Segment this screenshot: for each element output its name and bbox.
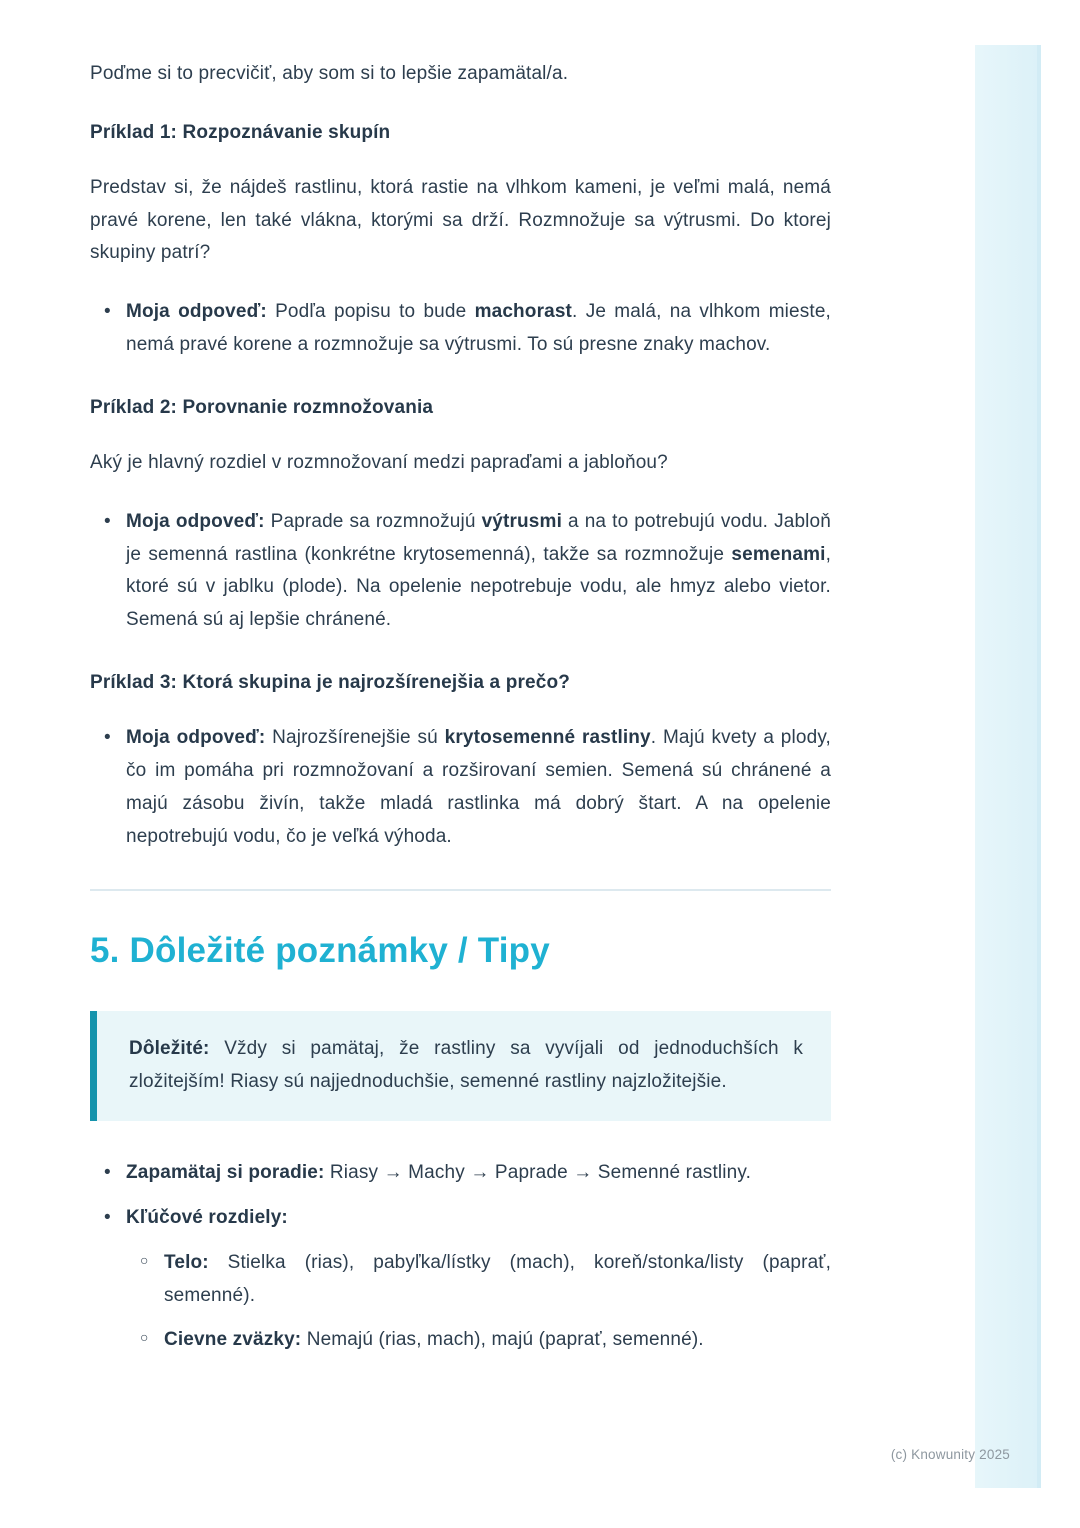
callout-text: Dôležité: Vždy si pamätaj, že rastliny sa vyvíjali od jednoduchších k zložitejším! Riasy sú najjednoduchšie, semenné rastliny najzložitejšie. xyxy=(129,1038,803,1093)
differences-bullet-text: Kľúčové rozdiely: xyxy=(126,1206,288,1228)
example1-answer-text: Moja odpoveď: Podľa popisu to bude machorast. Je malá, na vlhkom mieste, nemá pravé korene a rozmnožuje sa výtrusmi. To sú presne znaky machov. xyxy=(126,301,831,356)
list-item xyxy=(164,1247,831,1313)
list-item xyxy=(126,722,831,853)
list-item xyxy=(126,1157,831,1190)
example2-heading: Príklad 2: Porovnanie rozmnožovania xyxy=(90,397,434,419)
important-callout xyxy=(90,1011,831,1121)
tips-list xyxy=(90,1157,831,1357)
list-item xyxy=(126,296,831,362)
footer-credit: (c) Knowunity 2025 xyxy=(890,1446,1010,1462)
list-item xyxy=(164,1324,831,1357)
differences-sublist xyxy=(126,1247,831,1358)
example2-question: Aký je hlavný rozdiel v rozmnožovaní medzi papraďami a jabloňou? xyxy=(90,451,668,473)
document-content xyxy=(90,58,831,1387)
body-subbullet-text: Telo: Stielka (rias), pabyľka/lístky (mach), koreň/stonka/listy (paprať, semenné). xyxy=(164,1251,831,1306)
intro-paragraph: Poďme si to precvičiť, aby som si to lepšie zapamätal/a. xyxy=(90,63,569,84)
decorative-right-stripe xyxy=(975,45,1041,1488)
example3-answer-text: Moja odpoveď: Najrozšírenejšie sú krytosemenné rastliny. Majú kvety a plody, čo im pomáha pri rozmnožovaní a rozširovaní semien. Semená sú chránené a majú zásobu živín, takže mladá rastlinka má dobrý štart. A na opelenie nepotrebujú vodu, čo je veľká výhoda. xyxy=(126,727,831,847)
vascular-subbullet-text: Cievne zväzky: Nemajú (rias, mach), majú (paprať, semenné). xyxy=(164,1329,704,1351)
example1-question: Predstav si, že nájdeš rastlinu, ktorá rastie na vlhkom kameni, je veľmi malá, nemá pravé korene, len také vlákna, ktorými sa drží. Rozmnožuje sa výtrusmi. Do ktorej skupiny patrí? xyxy=(90,176,831,264)
section5-heading: 5. Dôležité poznámky / Tipy xyxy=(90,931,550,971)
example3-answer-list xyxy=(90,722,831,853)
example2-answer-list xyxy=(90,506,831,637)
list-item xyxy=(126,506,831,637)
list-item xyxy=(126,1202,831,1357)
order-bullet-text: Zapamätaj si poradie: Riasy → Machy → Paprade → Semenné rastliny. xyxy=(126,1161,752,1183)
example1-heading: Príklad 1: Rozpoznávanie skupín xyxy=(90,121,391,143)
section-divider xyxy=(90,889,831,891)
example1-answer-list xyxy=(90,296,831,362)
example2-answer-text: Moja odpoveď: Paprade sa rozmnožujú výtrusmi a na to potrebujú vodu. Jabloň je semenná rastlina (konkrétne krytosemenná), takže sa rozmnožuje semenami, ktoré sú v jablku (plode). Na opelenie nepotrebuje vodu, ale hmyz alebo vietor. Semená sú aj lepšie chránené. xyxy=(126,510,831,631)
example3-heading: Príklad 3: Ktorá skupina je najrozšírenejšia a prečo? xyxy=(90,672,570,694)
